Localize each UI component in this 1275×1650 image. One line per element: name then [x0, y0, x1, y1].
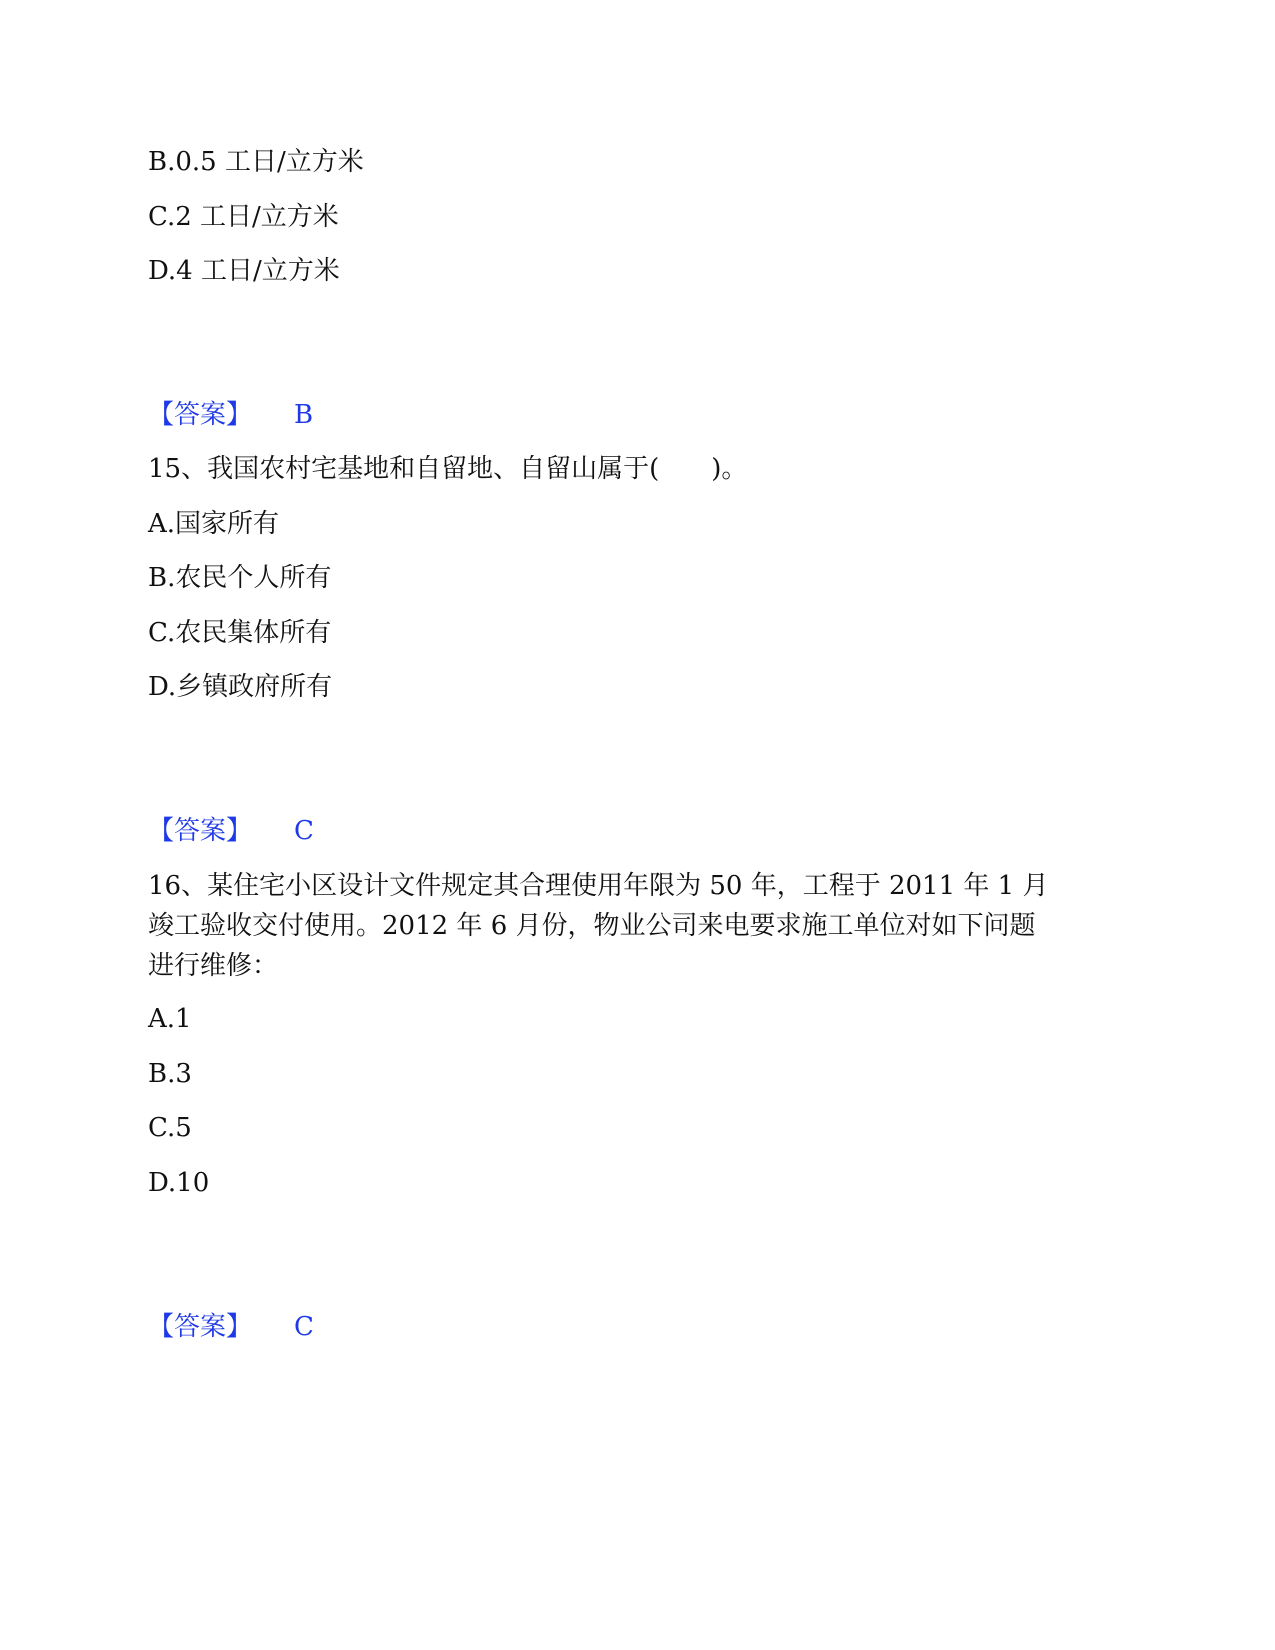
q14-answer [148, 399, 313, 431]
q15-option-b: B.农民个人所有 [148, 563, 332, 593]
q16-option-d: D.10 [148, 1168, 210, 1198]
q15-answer [148, 815, 314, 847]
q15-stem: 15、我国农村宅基地和自留地、自留山属于( )。 [148, 454, 748, 484]
q15-option-c: C.农民集体所有 [148, 618, 332, 648]
q16-option-c: C.5 [148, 1113, 192, 1143]
q14-option-b: B.0.5 工日/立方米 [148, 147, 364, 177]
q15-option-a: A.国家所有 [148, 509, 280, 539]
q14-option-d: D.4 工日/立方米 [148, 256, 340, 286]
answer-label: 【答案】 [148, 1312, 253, 1342]
q16-option-a: A.1 [148, 1004, 192, 1034]
q16-stem-line: 16、某住宅小区设计文件规定其合理使用年限为 50 年，工程于 2011 年 1 月 [148, 871, 1049, 901]
answer-label: 【答案】 [148, 400, 253, 430]
q16-option-b: B.3 [148, 1059, 192, 1089]
q16-stem-line: 进行维修： [148, 951, 279, 981]
q14-option-c: C.2 工日/立方米 [148, 202, 339, 232]
answer-value: C [294, 816, 314, 846]
q16-stem-line: 竣工验收交付使用。2012 年 6 月份，物业公司来电要求施工单位对如下问题 [148, 911, 1036, 941]
answer-value: B [294, 400, 314, 430]
answer-label: 【答案】 [148, 816, 253, 846]
q16-answer [148, 1311, 314, 1343]
q15-option-d: D.乡镇政府所有 [148, 672, 333, 702]
answer-value: C [294, 1312, 314, 1342]
q16-stem [148, 866, 1128, 986]
